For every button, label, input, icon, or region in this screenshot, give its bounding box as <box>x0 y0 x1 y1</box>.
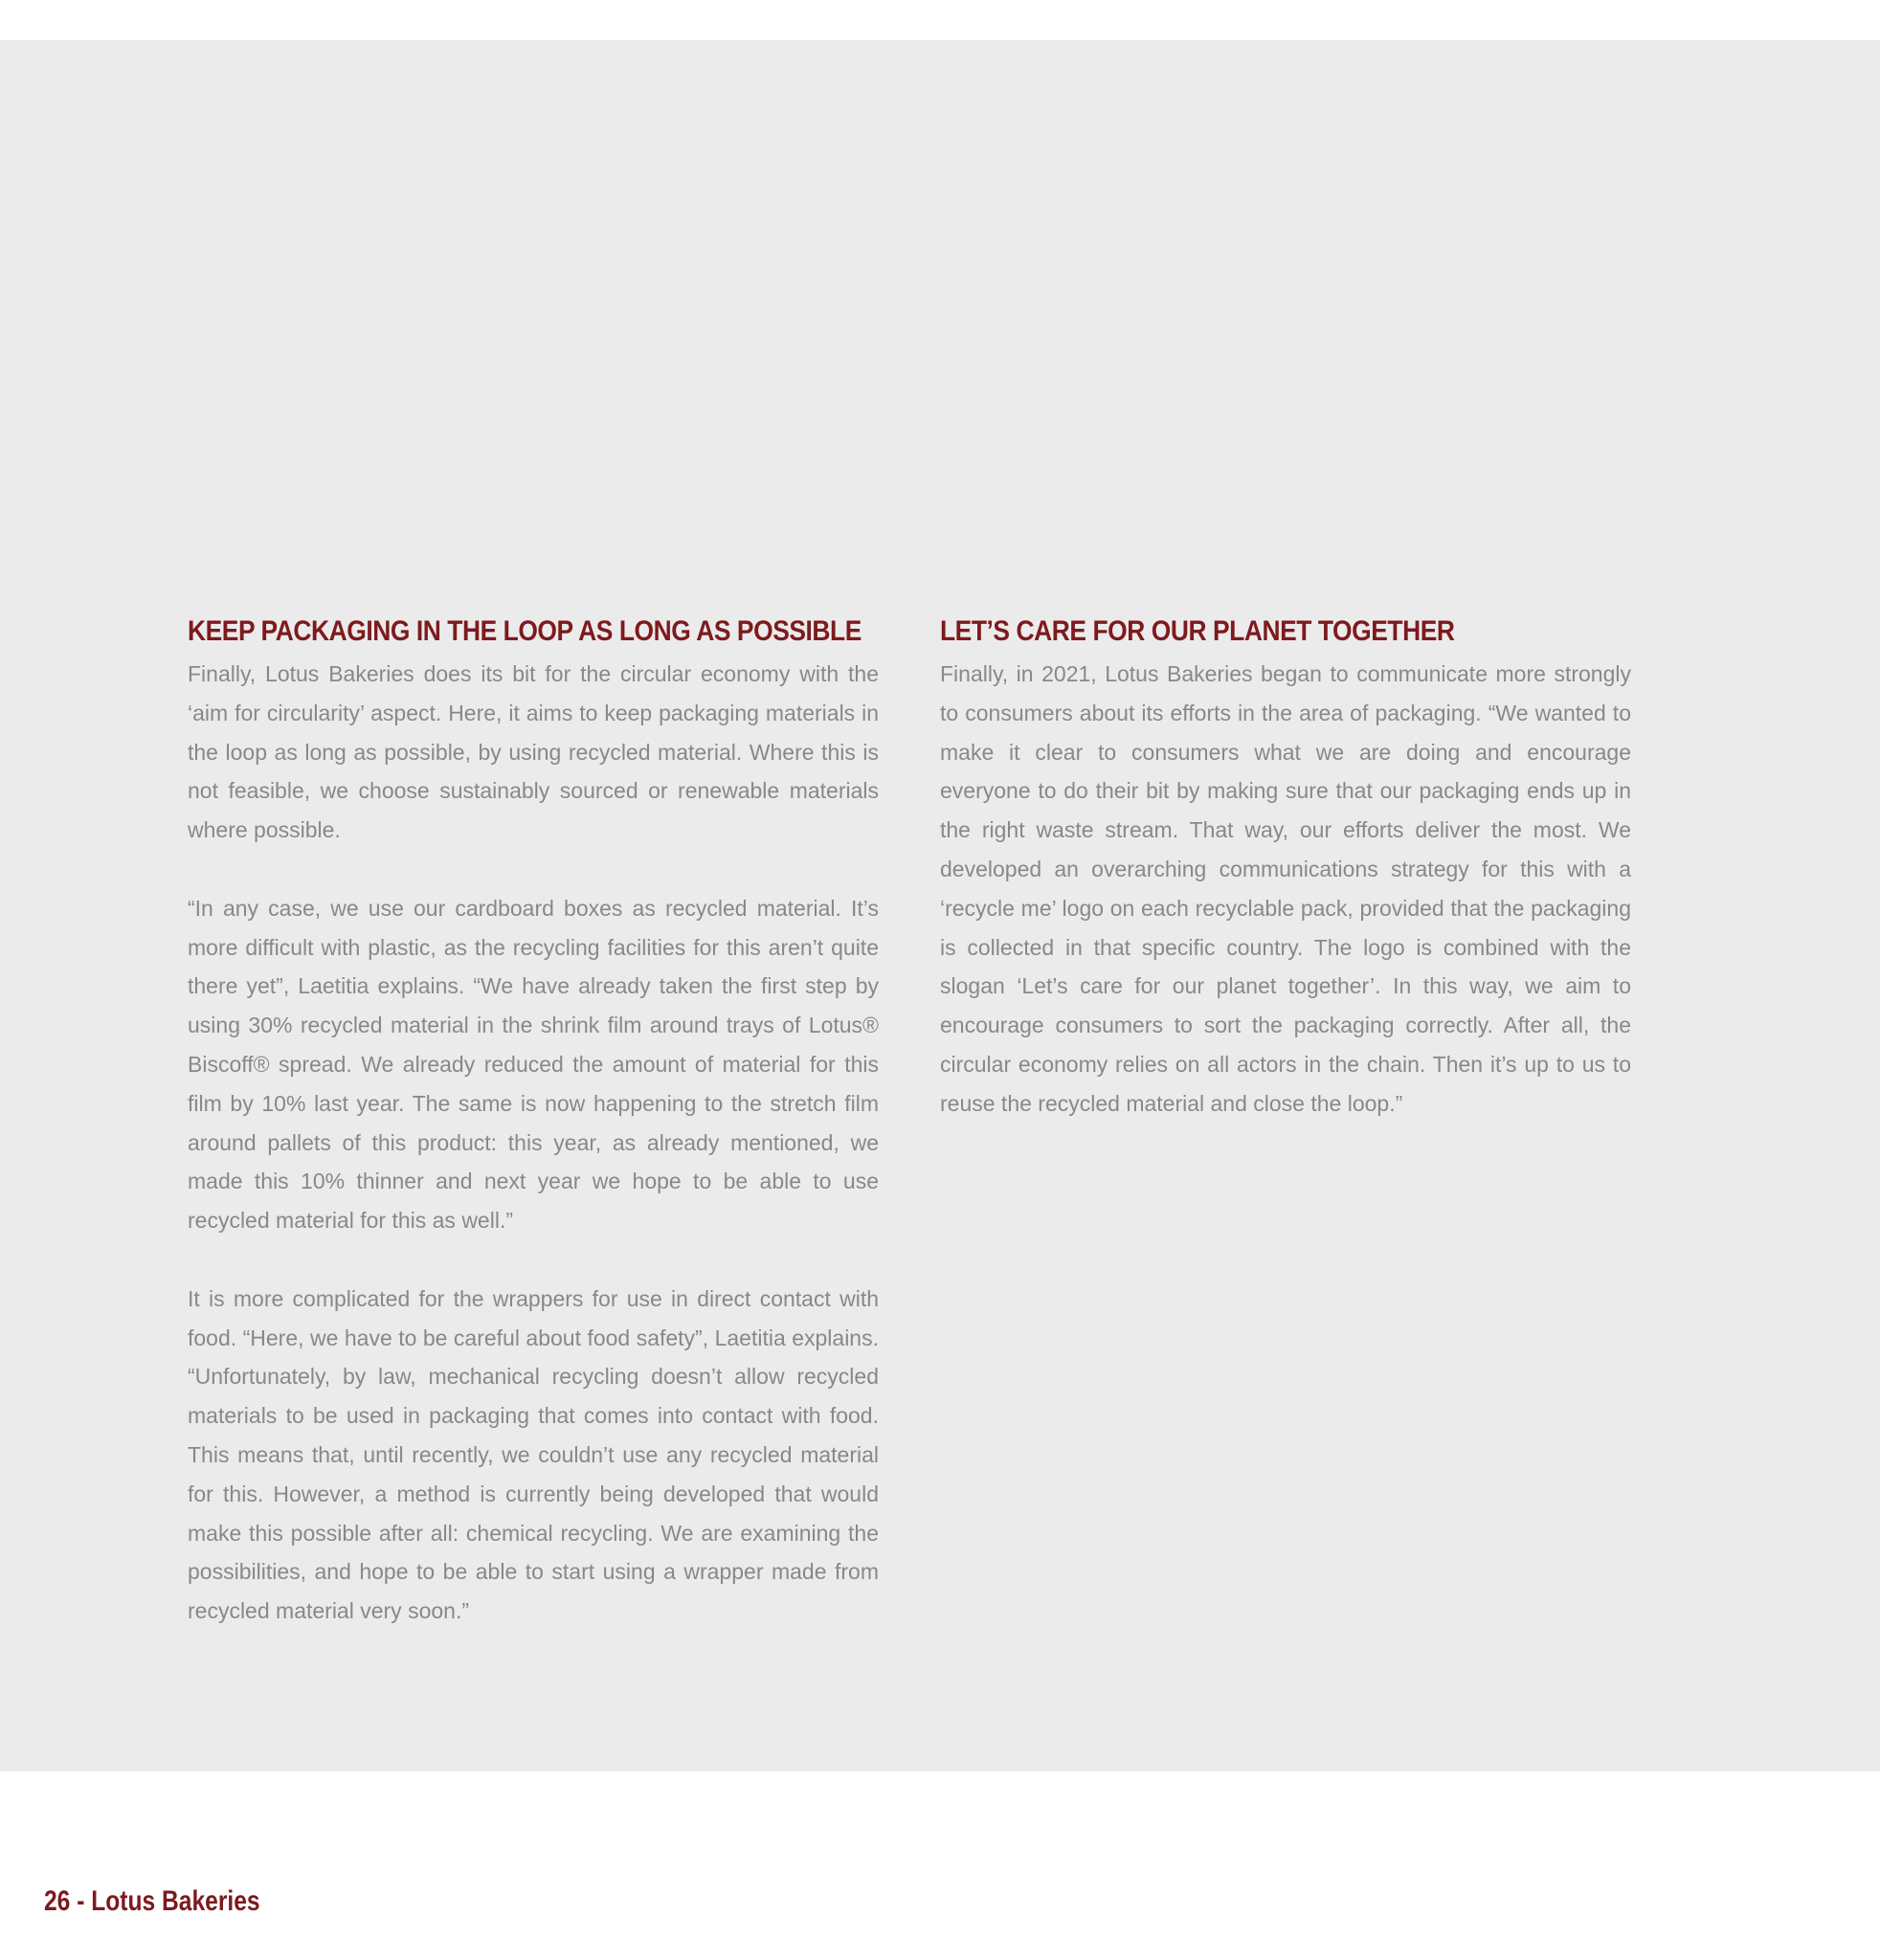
left-section-heading: KEEP PACKAGING IN THE LOOP AS LONG AS POSSIBLE <box>188 615 862 647</box>
right-paragraph-1: Finally, in 2021, Lotus Bakeries began to communicate more strongly to consumers about its efforts in the area of packaging. “We wanted to make it clear to consumers what we are doing and encourage everyone to do their bit by making sure that our packaging ends up in the right waste stream. That way, our efforts deliver the most. We developed an overarching communications strategy for this with a ‘recycle me’ logo on each recyclable pack, provided that the packaging is collected in that specific country. The logo is combined with the slogan ‘Let’s care for our planet together’. In this way, we aim to encourage consumers to sort the packaging correctly. After all, the circular economy relies on all actors in the chain. Then it’s up to us to reuse the recycled material and close the loop.” <box>940 661 1631 1116</box>
left-paragraph-1: Finally, Lotus Bakeries does its bit for the circular economy with the ‘aim for circularity’ aspect. Here, it aims to keep packaging materials in the loop as long as possible, by using recycled material. Where this is not feasible, we choose sustainably sourced or renewable materials where possible. <box>188 661 879 843</box>
left-paragraph-2: “In any case, we use our cardboard boxes as recycled material. It’s more difficult with plastic, as the recycling facilities for this aren’t quite there yet”, Laetitia explains. “We have already taken the first step by using 30% recycled material in the shrink film around trays of Lotus® Biscoff® spread. We already reduced the amount of material for this film by 10% last year. The same is now happening to the stretch film around pallets of this product: this year, as already mentioned, we made this 10% thinner and next year we hope to be able to use recycled material for this as well.” <box>188 895 879 1234</box>
right-section-heading: LET’S CARE FOR OUR PLANET TOGETHER <box>940 615 1455 647</box>
left-column <box>188 612 879 1631</box>
content-panel <box>0 40 1880 1771</box>
left-paragraph-3: It is more complicated for the wrappers for use in direct contact with food. “Here, we have to be careful about food safety”, Laetitia explains. “Unfortunately, by law, mechanical recycling doesn’t allow recycled materials to be used in packaging that comes into contact with food. This means that, until recently, we couldn’t use any recycled material for this. However, a method is currently being developed that would make this possible after all: chemical recycling. We are examining the possibilities, and hope to be able to start using a wrapper made from recycled material very soon.” <box>188 1285 879 1624</box>
page-footer-label: 26 - Lotus Bakeries <box>44 1885 260 1917</box>
right-column <box>940 612 1631 1124</box>
